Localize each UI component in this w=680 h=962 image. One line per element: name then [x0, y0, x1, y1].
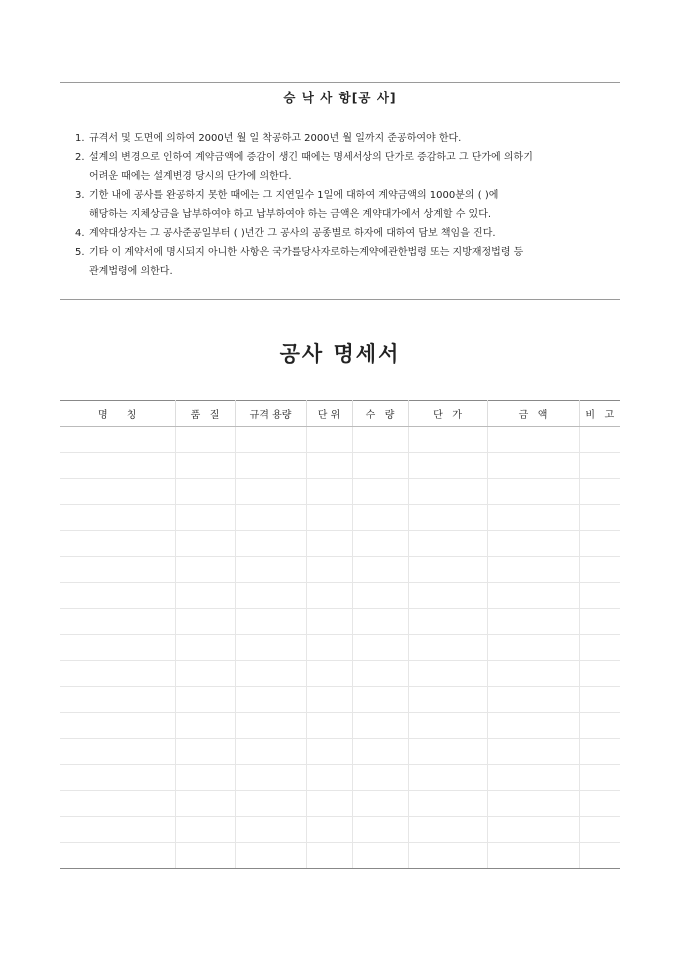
column-header: 규격 용량: [235, 401, 306, 427]
table-cell: [487, 427, 579, 453]
table-cell: [175, 453, 235, 479]
table-cell: [352, 479, 408, 505]
table-cell: [487, 635, 579, 661]
table-cell: [175, 739, 235, 765]
table-cell: [306, 739, 352, 765]
table-cell: [352, 427, 408, 453]
table-cell: [235, 739, 306, 765]
column-header: 수 량: [352, 401, 408, 427]
table-cell: [352, 817, 408, 843]
table-cell: [408, 505, 487, 531]
table-cell: [487, 713, 579, 739]
table-cell: [352, 739, 408, 765]
table-cell: [235, 765, 306, 791]
column-header: 금 액: [487, 401, 579, 427]
column-header: 단 위: [306, 401, 352, 427]
table-cell: [408, 765, 487, 791]
table-cell: [352, 635, 408, 661]
table-cell: [235, 583, 306, 609]
table-cell: [175, 583, 235, 609]
term-text-line: 기타 이 계약서에 명시되지 아니한 사항은 국가를당사자로하는계약에관한법령 또는 지방재정법령 등: [89, 247, 524, 258]
table-cell: [579, 791, 620, 817]
table-cell: [235, 453, 306, 479]
table-cell: [235, 609, 306, 635]
table-cell: [408, 453, 487, 479]
table-row: [60, 635, 620, 661]
table-cell: [352, 453, 408, 479]
term-item: [75, 224, 615, 243]
table-cell: [175, 505, 235, 531]
column-header: 품 질: [175, 401, 235, 427]
table-cell: [352, 505, 408, 531]
table-cell: [60, 843, 175, 869]
table-cell: [235, 635, 306, 661]
table-cell: [60, 583, 175, 609]
table-cell: [408, 583, 487, 609]
table-cell: [579, 661, 620, 687]
table-cell: [579, 453, 620, 479]
table-cell: [60, 453, 175, 479]
table-row: [60, 505, 620, 531]
table-cell: [60, 713, 175, 739]
top-rule: [60, 82, 620, 83]
table-cell: [579, 583, 620, 609]
table-cell: [235, 817, 306, 843]
table-cell: [235, 557, 306, 583]
table-cell: [235, 479, 306, 505]
table-row: [60, 427, 620, 453]
term-number: 3.: [75, 190, 85, 201]
table-cell: [306, 583, 352, 609]
table-cell: [235, 505, 306, 531]
table-row: [60, 791, 620, 817]
specification-table: [60, 400, 620, 869]
table-cell: [487, 791, 579, 817]
table-cell: [60, 531, 175, 557]
table-cell: [579, 687, 620, 713]
table-cell: [408, 713, 487, 739]
table-cell: [306, 505, 352, 531]
table-header-row: [60, 401, 620, 427]
table-cell: [175, 791, 235, 817]
table-cell: [352, 713, 408, 739]
term-text-line: 규격서 및 도면에 의하여 2000년 월 일 착공하고 2000년 월 일까지 준공하여야 한다.: [89, 133, 462, 144]
table-row: [60, 661, 620, 687]
table-cell: [487, 765, 579, 791]
table-cell: [487, 453, 579, 479]
term-text-line: 어려운 때에는 설계변경 당시의 단가에 의한다.: [89, 171, 292, 182]
table-cell: [235, 791, 306, 817]
term-text-line: 기한 내에 공사를 완공하지 못한 때에는 그 지연일수 1일에 대하여 계약금액의 1000분의 ( )에: [89, 190, 499, 201]
table-cell: [408, 479, 487, 505]
table-row: [60, 765, 620, 791]
term-item: [75, 243, 615, 281]
table-cell: [487, 687, 579, 713]
table-cell: [60, 635, 175, 661]
table-cell: [352, 843, 408, 869]
table-cell: [306, 713, 352, 739]
table-cell: [235, 427, 306, 453]
column-header: 비 고: [579, 401, 620, 427]
table-cell: [60, 479, 175, 505]
document-title: 공사 명세서: [279, 342, 401, 366]
table-cell: [352, 765, 408, 791]
table-cell: [175, 531, 235, 557]
table-cell: [60, 687, 175, 713]
term-number: 2.: [75, 152, 85, 163]
section-title: 승 낙 사 항[공 사]: [283, 90, 397, 105]
table-cell: [408, 557, 487, 583]
table-cell: [487, 843, 579, 869]
table-cell: [352, 583, 408, 609]
table-cell: [408, 609, 487, 635]
term-number: 4.: [75, 228, 85, 239]
term-text-line: 계약대상자는 그 공사준공일부터 ( )년간 그 공사의 공종별로 하자에 대하여 담보 책임을 진다.: [89, 228, 496, 239]
table-cell: [306, 843, 352, 869]
table-cell: [235, 531, 306, 557]
term-item: [75, 148, 615, 186]
table-cell: [60, 791, 175, 817]
table-cell: [579, 817, 620, 843]
table-row: [60, 817, 620, 843]
table-cell: [175, 427, 235, 453]
table-cell: [235, 843, 306, 869]
term-number: 5.: [75, 247, 85, 258]
table-cell: [306, 765, 352, 791]
table-cell: [60, 817, 175, 843]
table-cell: [352, 661, 408, 687]
table-cell: [306, 427, 352, 453]
table-cell: [487, 739, 579, 765]
table-cell: [175, 713, 235, 739]
table-cell: [235, 713, 306, 739]
table-cell: [487, 479, 579, 505]
table-cell: [408, 687, 487, 713]
table-cell: [306, 557, 352, 583]
table-cell: [352, 609, 408, 635]
table-cell: [487, 557, 579, 583]
middle-rule: [60, 299, 620, 300]
table-cell: [579, 531, 620, 557]
table-cell: [60, 427, 175, 453]
table-cell: [306, 661, 352, 687]
table-cell: [306, 635, 352, 661]
table-cell: [60, 557, 175, 583]
table-cell: [60, 739, 175, 765]
table-cell: [175, 479, 235, 505]
table-cell: [175, 661, 235, 687]
table-cell: [487, 583, 579, 609]
table-cell: [579, 609, 620, 635]
table-body: [60, 427, 620, 869]
table-cell: [175, 843, 235, 869]
table-cell: [487, 661, 579, 687]
table-cell: [579, 843, 620, 869]
table-cell: [235, 687, 306, 713]
table-cell: [175, 609, 235, 635]
table-cell: [60, 765, 175, 791]
table-cell: [306, 531, 352, 557]
table-cell: [306, 791, 352, 817]
table-cell: [579, 739, 620, 765]
table-cell: [579, 765, 620, 791]
table-cell: [408, 635, 487, 661]
column-header: 명 칭: [60, 401, 175, 427]
table-cell: [579, 427, 620, 453]
table-cell: [408, 531, 487, 557]
table-cell: [408, 791, 487, 817]
table-cell: [306, 687, 352, 713]
table-cell: [579, 557, 620, 583]
table-row: [60, 739, 620, 765]
table-row: [60, 531, 620, 557]
table-cell: [306, 609, 352, 635]
table-cell: [579, 505, 620, 531]
table-row: [60, 843, 620, 869]
table-cell: [408, 661, 487, 687]
table-cell: [352, 791, 408, 817]
table-cell: [175, 817, 235, 843]
table-row: [60, 687, 620, 713]
column-header: 단 가: [408, 401, 487, 427]
table-cell: [306, 479, 352, 505]
table-cell: [352, 687, 408, 713]
table-row: [60, 557, 620, 583]
table-row: [60, 479, 620, 505]
table-cell: [175, 687, 235, 713]
table-cell: [487, 505, 579, 531]
table-cell: [306, 817, 352, 843]
table-cell: [175, 557, 235, 583]
table-cell: [579, 479, 620, 505]
table-cell: [175, 635, 235, 661]
term-number: 1.: [75, 133, 85, 144]
terms-list: [75, 129, 615, 281]
table-cell: [408, 817, 487, 843]
term-text-line: 설계의 변경으로 인하여 계약금액에 증감이 생긴 때에는 명세서상의 단가로 증감하고 그 단가에 의하기: [89, 152, 533, 163]
table-cell: [408, 843, 487, 869]
term-text-line: 해당하는 지체상금을 납부하여야 하고 납부하여야 하는 금액은 계약대가에서 상계할 수 있다.: [89, 209, 492, 220]
term-text-line: 관계법령에 의한다.: [89, 266, 173, 277]
table-cell: [408, 427, 487, 453]
table-cell: [60, 505, 175, 531]
table-row: [60, 609, 620, 635]
table-cell: [579, 635, 620, 661]
table-cell: [60, 609, 175, 635]
term-item: [75, 186, 615, 224]
table-cell: [352, 531, 408, 557]
table-cell: [352, 557, 408, 583]
table-cell: [408, 739, 487, 765]
table-cell: [487, 531, 579, 557]
term-item: [75, 129, 615, 148]
table-cell: [487, 609, 579, 635]
table-cell: [579, 713, 620, 739]
table-cell: [235, 661, 306, 687]
table-cell: [487, 817, 579, 843]
table-row: [60, 583, 620, 609]
table-row: [60, 453, 620, 479]
table-row: [60, 713, 620, 739]
table-cell: [175, 765, 235, 791]
table-cell: [60, 661, 175, 687]
table-cell: [306, 453, 352, 479]
